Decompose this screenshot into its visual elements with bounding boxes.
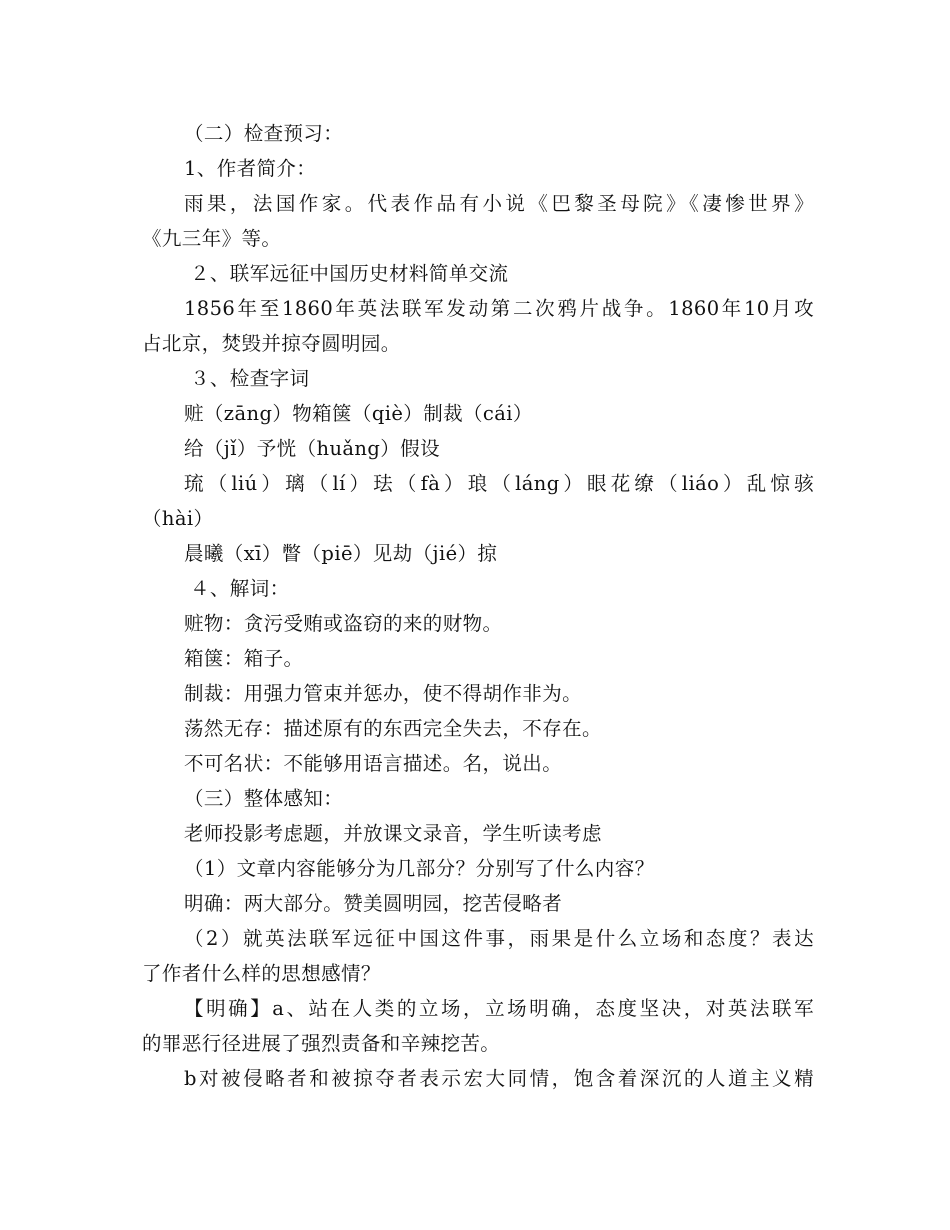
definition-line: 不可名状：不能够用语言描述。名，说出。 <box>184 752 563 775</box>
answer-line: 【明确】a、站在人类的立场，立场明确，态度坚决，对英法联军 <box>184 997 814 1020</box>
item-history-heading: ２、联军远征中国历史材料简单交流 <box>190 262 509 285</box>
vocabulary-line: 晨曦（xī）瞥（piē）见劫（jié）掠 <box>184 542 498 565</box>
item-word-explanation-heading: ４、解词： <box>190 577 290 600</box>
paragraph-line: 《九三年》等。 <box>142 227 282 250</box>
definition-line: 制裁：用强力管束并惩办，使不得胡作非为。 <box>184 682 583 705</box>
item-vocabulary-heading: ３、检查字词 <box>190 367 310 390</box>
paragraph-line: 占北京，焚毁并掠夺圆明园。 <box>142 332 401 355</box>
definition-line: 荡然无存：描述原有的东西完全失去，不存在。 <box>184 717 602 740</box>
section-heading-overall-perception: （三）整体感知： <box>184 787 344 810</box>
item-author-intro-heading: 1、作者简介： <box>184 157 317 180</box>
question-line: （1）文章内容能够分为几部分？分别写了什么内容？ <box>184 857 655 880</box>
answer-line: 明确：两大部分。赞美圆明园，挖苦侵略者 <box>184 892 563 915</box>
answer-line: b对被侵略者和被掠夺者表示宏大同情，饱含着深沉的人道主义精 <box>184 1067 814 1090</box>
vocabulary-line: 给（jǐ）予恍（huǎng）假设 <box>184 437 440 460</box>
vocabulary-line: （hài） <box>142 507 214 530</box>
definition-line: 赃物：贪污受贿或盗窃的来的财物。 <box>184 612 503 635</box>
paragraph-line: 老师投影考虑题，并放课文录音，学生听读考虑 <box>184 822 602 845</box>
question-line: 了作者什么样的思想感情？ <box>142 962 381 985</box>
vocabulary-line: 琉（liú）璃（lí）珐（fà）琅（láng）眼花缭（liáo）乱惊骇 <box>184 472 814 495</box>
answer-line: 的罪恶行径进展了强烈责备和辛辣挖苦。 <box>142 1032 501 1055</box>
paragraph-line: 1856年至1860年英法联军发动第二次鸦片战争。1860年10月攻 <box>184 297 814 320</box>
question-line: （2）就英法联军远征中国这件事，雨果是什么立场和态度？表达 <box>184 927 814 950</box>
section-heading-preview-check: （二）检查预习： <box>184 122 344 145</box>
vocabulary-line: 赃（zāng）物箱箧（qiè）制裁（cái） <box>184 402 533 425</box>
paragraph-line: 雨果，法国作家。代表作品有小说《巴黎圣母院》《凄惨世界》 <box>184 192 814 215</box>
definition-line: 箱箧：箱子。 <box>184 647 304 670</box>
document-body <box>142 116 814 1096</box>
